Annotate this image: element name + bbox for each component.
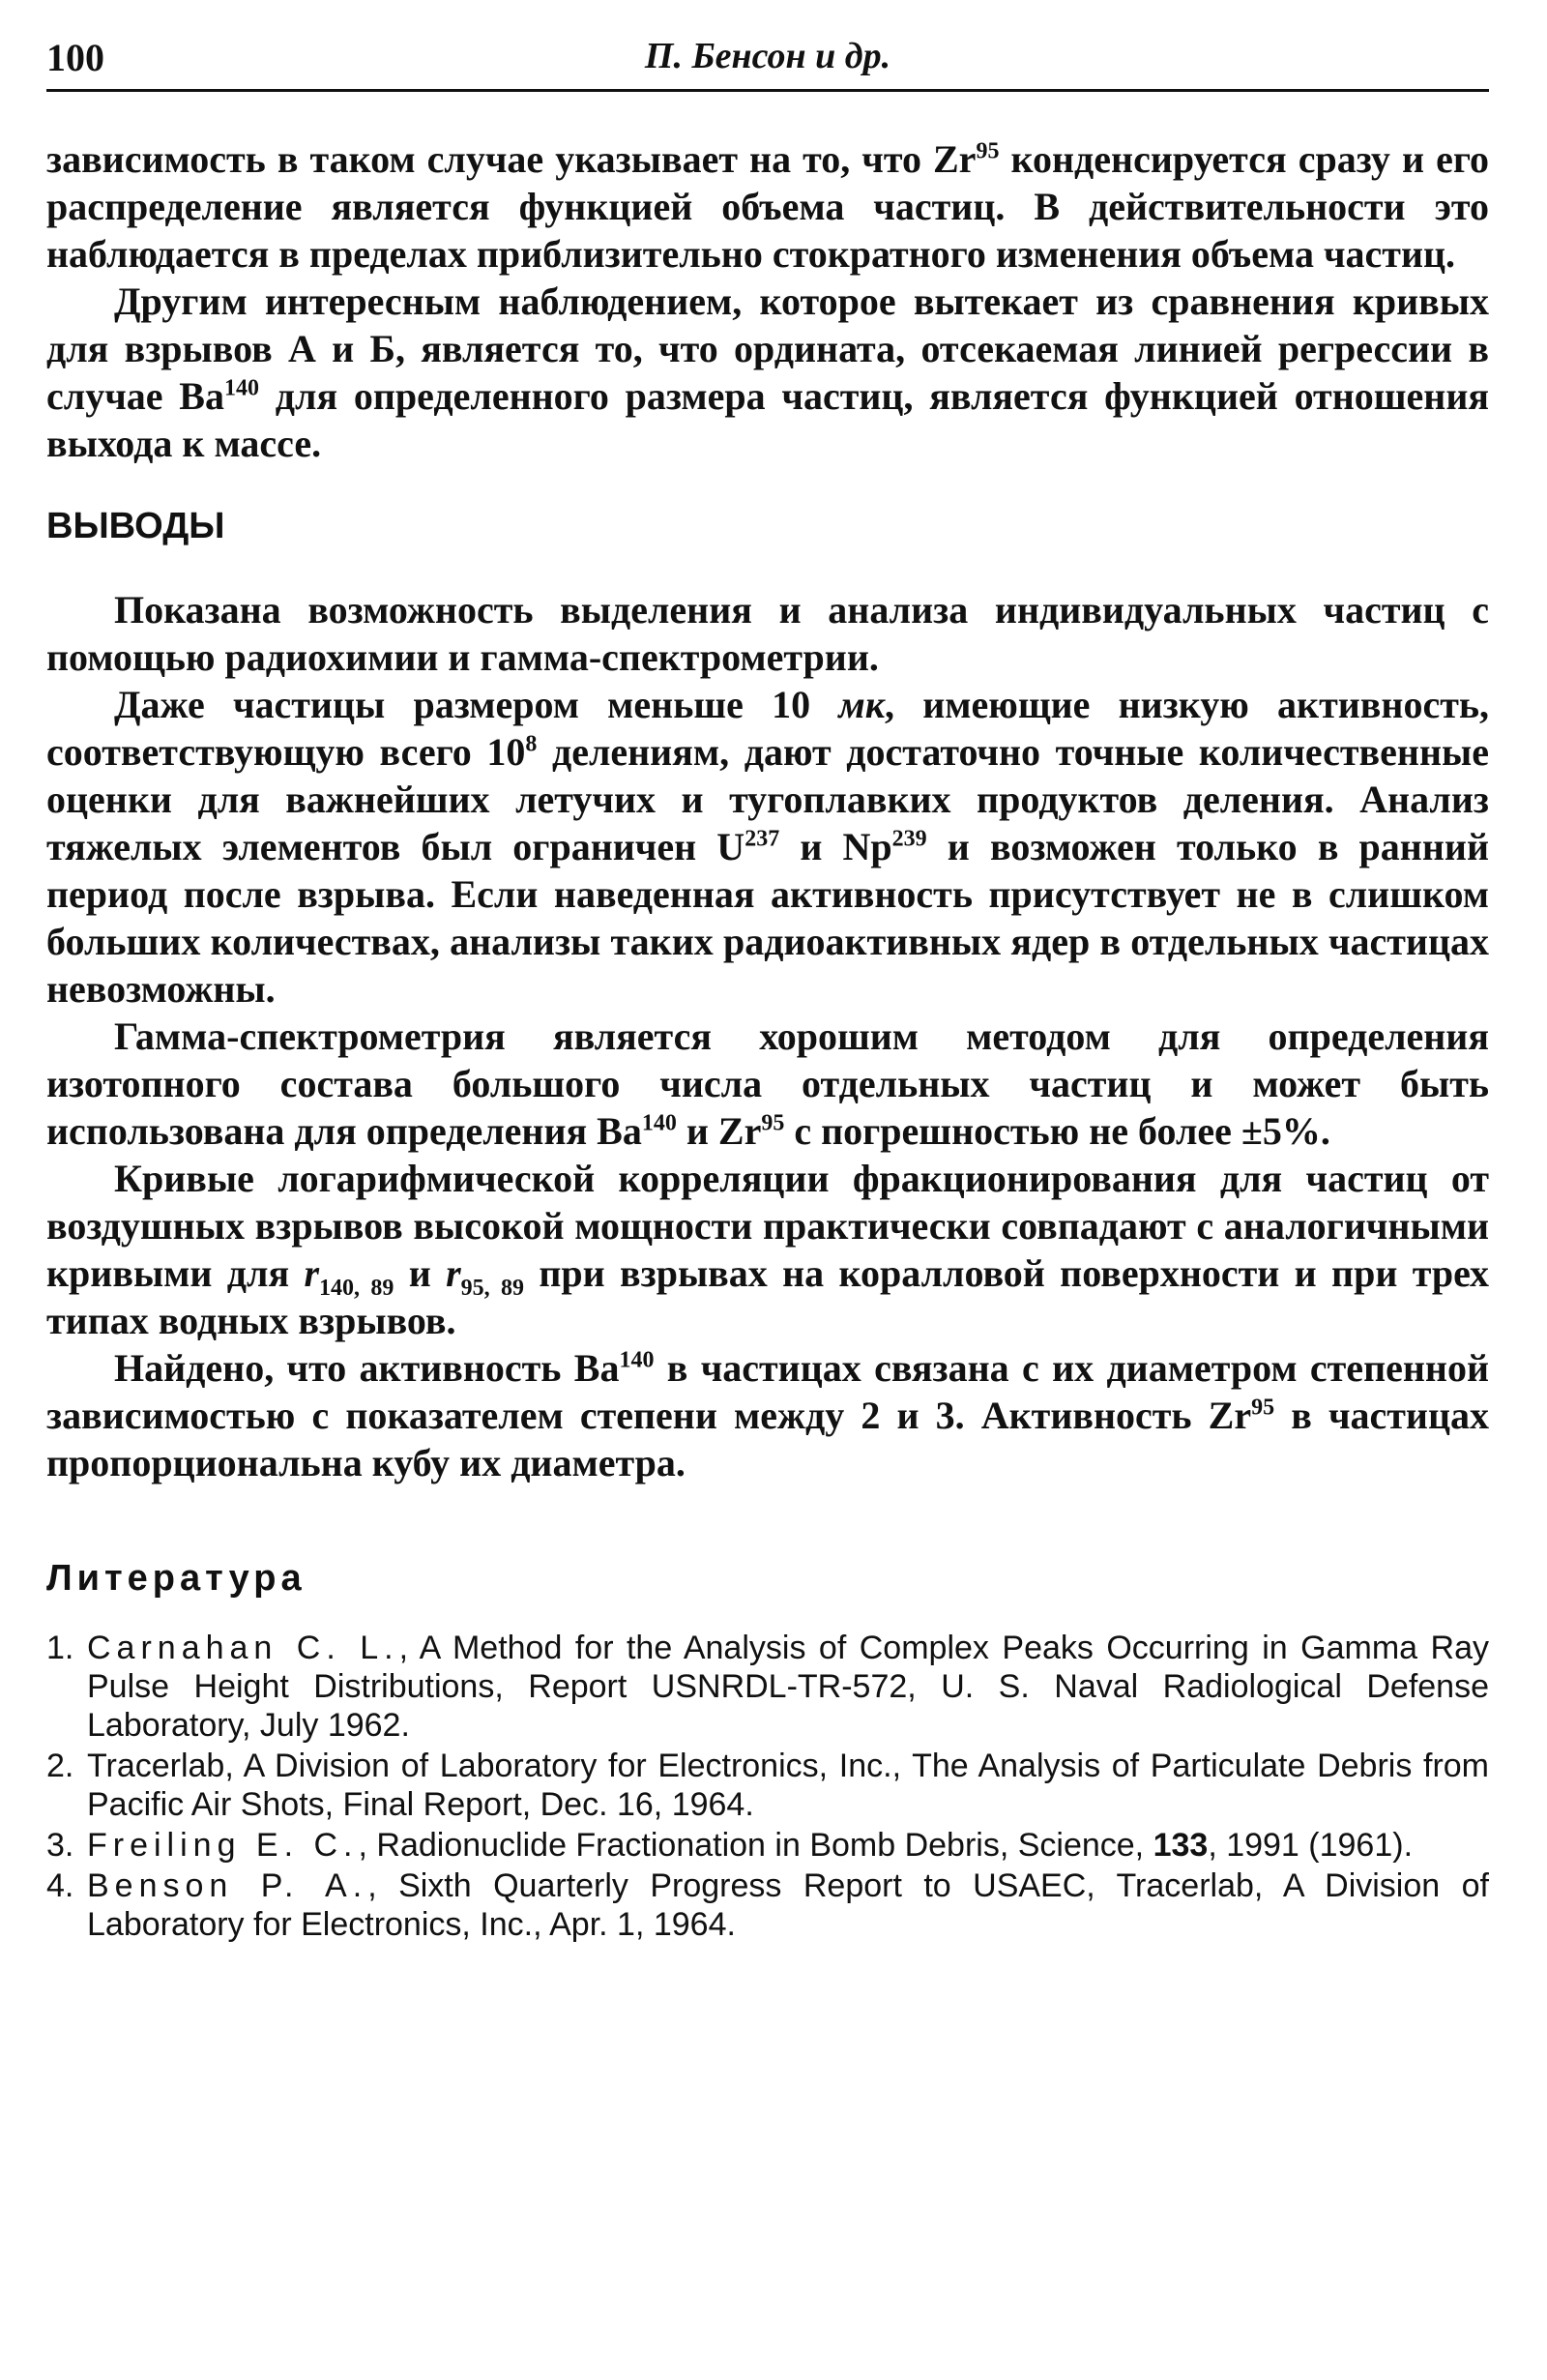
reference-author: Carnahan C. L.	[87, 1630, 399, 1666]
text: Кривые логарифмической корреляции фракционирования для частиц от воздушных взрывов высокой мощности практически совпадают с аналогичными кривыми для	[46, 1157, 1489, 1295]
paragraph-1	[46, 135, 1489, 278]
text: в частицах пропорциональна кубу их диаметра.	[46, 1394, 1490, 1484]
text: в частицах связана с их диаметром степенной зависимостью с показателем степени между 2 и 3. Активность Zr	[46, 1346, 1490, 1437]
page-header	[46, 29, 1489, 92]
text: и	[394, 1251, 447, 1295]
conclusion-1: Показана возможность выделения и анализа индивидуальных частиц с помощью радиохимии и гамма-спектрометрии.	[46, 588, 1489, 679]
superscript: 8	[525, 731, 538, 757]
reference-item	[46, 1866, 1489, 1944]
conclusion-2	[46, 681, 1489, 1013]
subscript: 140, 89	[319, 1276, 394, 1301]
page-body	[46, 135, 1489, 1946]
symbol: r	[446, 1251, 461, 1295]
text: для определенного размера частиц, является функцией отношения выхода к массе.	[46, 374, 1490, 465]
subscript: 95, 89	[460, 1276, 525, 1301]
reference-author: Benson P. A.	[87, 1867, 368, 1904]
reference-volume: 133	[1153, 1827, 1209, 1864]
symbol: r	[304, 1251, 320, 1295]
reference-item	[46, 1747, 1489, 1824]
references-list	[46, 1629, 1489, 1944]
reference-text: Tracerlab, A Division of Laboratory for Electronics, Inc., The Analysis of Particulate Debris from Pacific Air Shots, Final Report, Dec. 16, 1964.	[87, 1748, 1489, 1823]
text: Найдено, что активность Ba	[114, 1346, 620, 1390]
superscript: 140	[223, 375, 259, 401]
unit: мк	[838, 683, 886, 726]
text: Другим интересным наблюдением, которое вытекает из сравнения кривых для взрывов А и Б, является то, что ордината, отсекаемая линией регрессии в случае Ba	[46, 279, 1489, 418]
reference-author: Freiling E. C.	[87, 1827, 359, 1864]
references-title: Литература	[46, 1558, 306, 1599]
text: и Zr	[676, 1109, 762, 1153]
superscript: 95	[761, 1110, 785, 1136]
text: Даже частицы размером меньше 10	[114, 683, 839, 726]
text: и возможен только в ранний период после взрыва. Если наведенная активность присутствует не в слишком больших количествах, анализы таких радиоактивных ядер в отдельных частицах невозможны.	[46, 825, 1489, 1011]
text: с погрешностью не более ±5%.	[784, 1109, 1330, 1153]
text: Гамма-спектрометрия является хорошим методом для определения изотопного состава большого числа отдельных частиц и может быть использована для определения Ba	[46, 1014, 1489, 1153]
reference-item	[46, 1629, 1489, 1745]
running-head: П. Бенсон и др.	[644, 36, 891, 76]
text: и Np	[779, 825, 892, 868]
text: при взрывах на коралловой поверхности и при трех типах водных взрывов.	[46, 1251, 1490, 1342]
reference-text: , Sixth Quarterly Progress Report to USAEC, Tracerlab, A Division of Laboratory for Electronics, Inc., Apr. 1, 1964.	[87, 1867, 1489, 1943]
reference-number: 1.	[46, 1630, 74, 1666]
superscript: 239	[891, 826, 927, 852]
reference-text: , A Method for the Analysis of Complex Peaks Occurring in Gamma Ray Pulse Height Distributions, Report USNRDL-TR-572, U. S. Naval Radiological Defense Laboratory, July 1962.	[87, 1630, 1489, 1744]
page-number: 100	[46, 36, 104, 79]
superscript: 140	[619, 1347, 655, 1373]
text: конденсируется сразу и его распределение является функцией объема частиц. В действительности это наблюдается в пределах приблизительно стократного изменения объема частиц.	[46, 137, 1489, 276]
paragraph-2	[46, 278, 1489, 467]
reference-number: 4.	[46, 1867, 74, 1904]
superscript: 140	[641, 1110, 677, 1136]
superscript: 95	[976, 138, 1000, 164]
text: делениям, дают достаточно точные количественные оценки для важнейших летучих и тугоплавких продуктов деления. Анализ тяжелых элементов был ограничен U	[46, 730, 1489, 868]
superscript: 237	[744, 826, 780, 852]
conclusion-4	[46, 1155, 1489, 1344]
reference-text: , 1991 (1961).	[1208, 1827, 1414, 1864]
reference-item	[46, 1826, 1489, 1865]
conclusion-3	[46, 1013, 1489, 1155]
superscript: 95	[1251, 1395, 1275, 1421]
reference-text: , Radionuclide Fractionation in Bomb Debris, Science,	[358, 1827, 1153, 1864]
text: , имеющие низкую активность, соответствующую всего 10	[46, 683, 1490, 774]
text: зависимость в таком случае указывает на то, что Zr	[46, 137, 977, 181]
section-title: ВЫВОДЫ	[46, 506, 225, 546]
reference-number: 3.	[46, 1827, 74, 1864]
reference-number: 2.	[46, 1748, 74, 1784]
conclusion-5	[46, 1344, 1489, 1486]
